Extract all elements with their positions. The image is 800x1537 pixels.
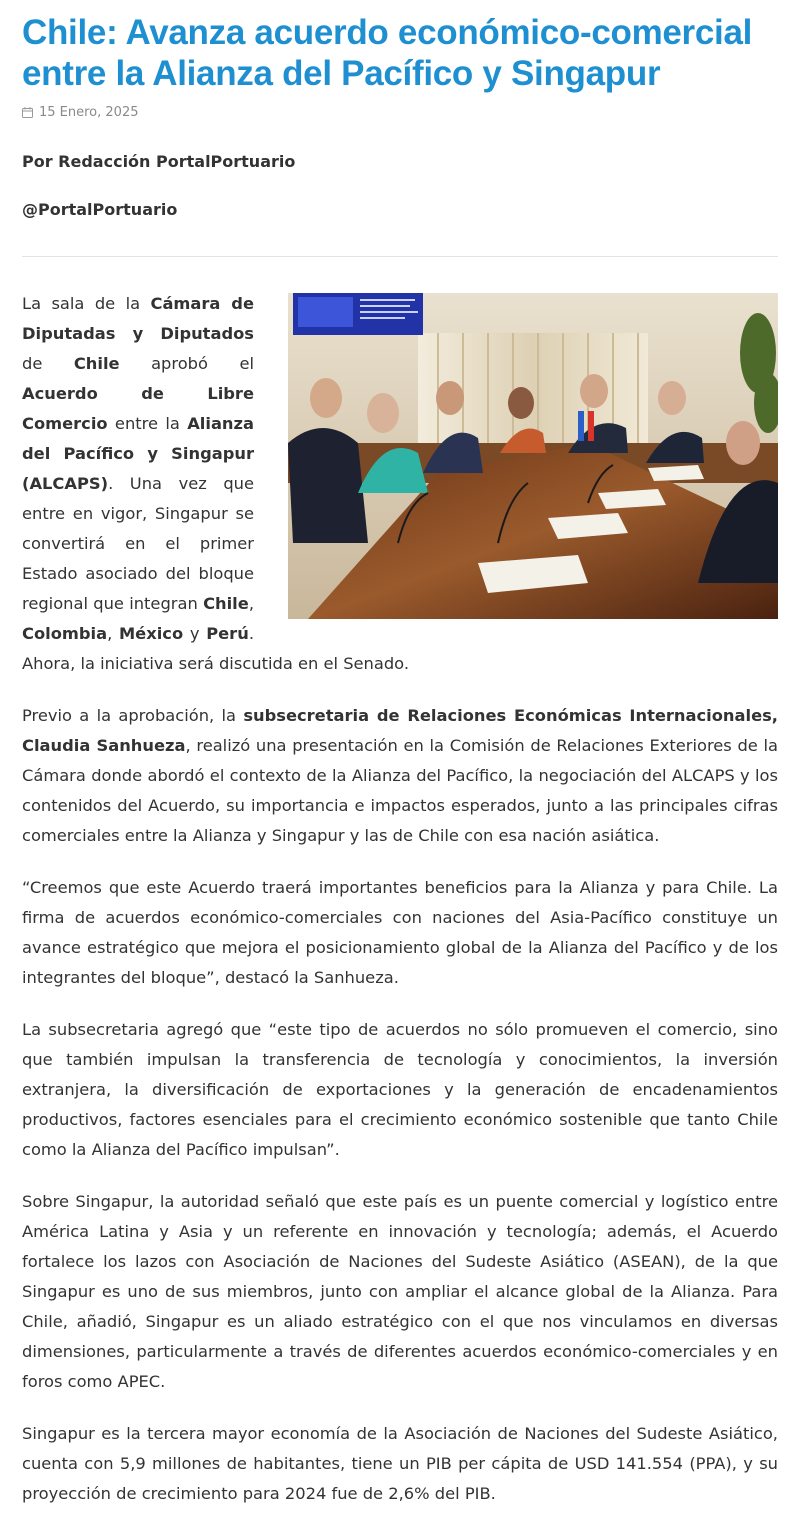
paragraph-3: “Creemos que este Acuerdo traerá importantes beneficios para la Alianza y para Chile. La firma de acuerdos económico-comerciales con naciones del Asia-Pacífico constituye un avance estratégico que mejora el posicionamiento global de la Alianza del Pacífico y de los integrantes del bloque”, destacó la Sanhueza. bbox=[22, 878, 778, 987]
article-title: Chile: Avanza acuerdo económico-comercial entre la Alianza del Pacífico y Singapur bbox=[22, 13, 753, 93]
divider bbox=[22, 256, 778, 257]
byline: Por Redacción PortalPortuario bbox=[22, 152, 296, 171]
article-photo bbox=[288, 293, 778, 619]
paragraph-2: Previo a la aprobación, la subsecretaria de Relaciones Económicas Internacionales, Claudia Sanhueza, realizó una presentación en la Comisión de Relaciones Exteriores de la Cámara donde abordó el contexto de la Alianza del Pacífico, la negociación del ALCAPS y los contenidos del Acuerdo, su importancia e impactos esperados, junto a las principales cifras comerciales entre la Alianza y Singapur y las de Chile con esa nación asiática. bbox=[22, 706, 778, 845]
article-body bbox=[22, 289, 778, 1509]
paragraph-1: La sala de la Cámara de Diputadas y Diputados de Chile aprobó el Acuerdo de Libre Comercio entre la Alianza del Pacífico y Singapur (ALCAPS). Una vez que entre en vigor, Singapur se convertirá en el primer Estado asociado del bloque regional que integran Chile, Colombia, México y Perú. Ahora, la iniciativa será discutida en el Senado. bbox=[22, 294, 410, 673]
paragraph-6: Singapur es la tercera mayor economía de la Asociación de Naciones del Sudeste Asiático, cuenta con 5,9 millones de habitantes, tiene un PIB per cápita de USD 141.554 (PPA), y su proyección de crecimiento para 2024 fue de 2,6% del PIB. bbox=[22, 1424, 778, 1503]
social-handle[interactable]: @PortalPortuario bbox=[22, 200, 178, 219]
paragraph-4: La subsecretaria agregó que “este tipo de acuerdos no sólo promueven el comercio, sino que también impulsan la transferencia de tecnología y conocimientos, la inversión extranjera, la diversificación de exportaciones y la generación de encadenamientos productivos, factores esenciales para el crecimiento económico sostenible que tanto Chile como la Alianza del Pacífico impulsan”. bbox=[22, 1020, 778, 1159]
article-date bbox=[22, 103, 778, 121]
paragraph-5: Sobre Singapur, la autoridad señaló que este país es un puente comercial y logístico entre América Latina y Asia y un referente en innovación y tecnología; además, el Acuerdo fortalece los lazos con Asociación de Naciones del Sudeste Asiático (ASEAN), de la que Singapur es uno de sus miembros, junto con ampliar el alcance global de la Alianza. Para Chile, añadió, Singapur es un aliado estratégico con el que nos vinculamos en diversas dimensiones, particularmente a través de diferentes acuerdos económico-comerciales y en foros como APEC. bbox=[22, 1192, 778, 1391]
date-text: 15 Enero, 2025 bbox=[39, 104, 139, 120]
calendar-icon bbox=[22, 107, 33, 118]
